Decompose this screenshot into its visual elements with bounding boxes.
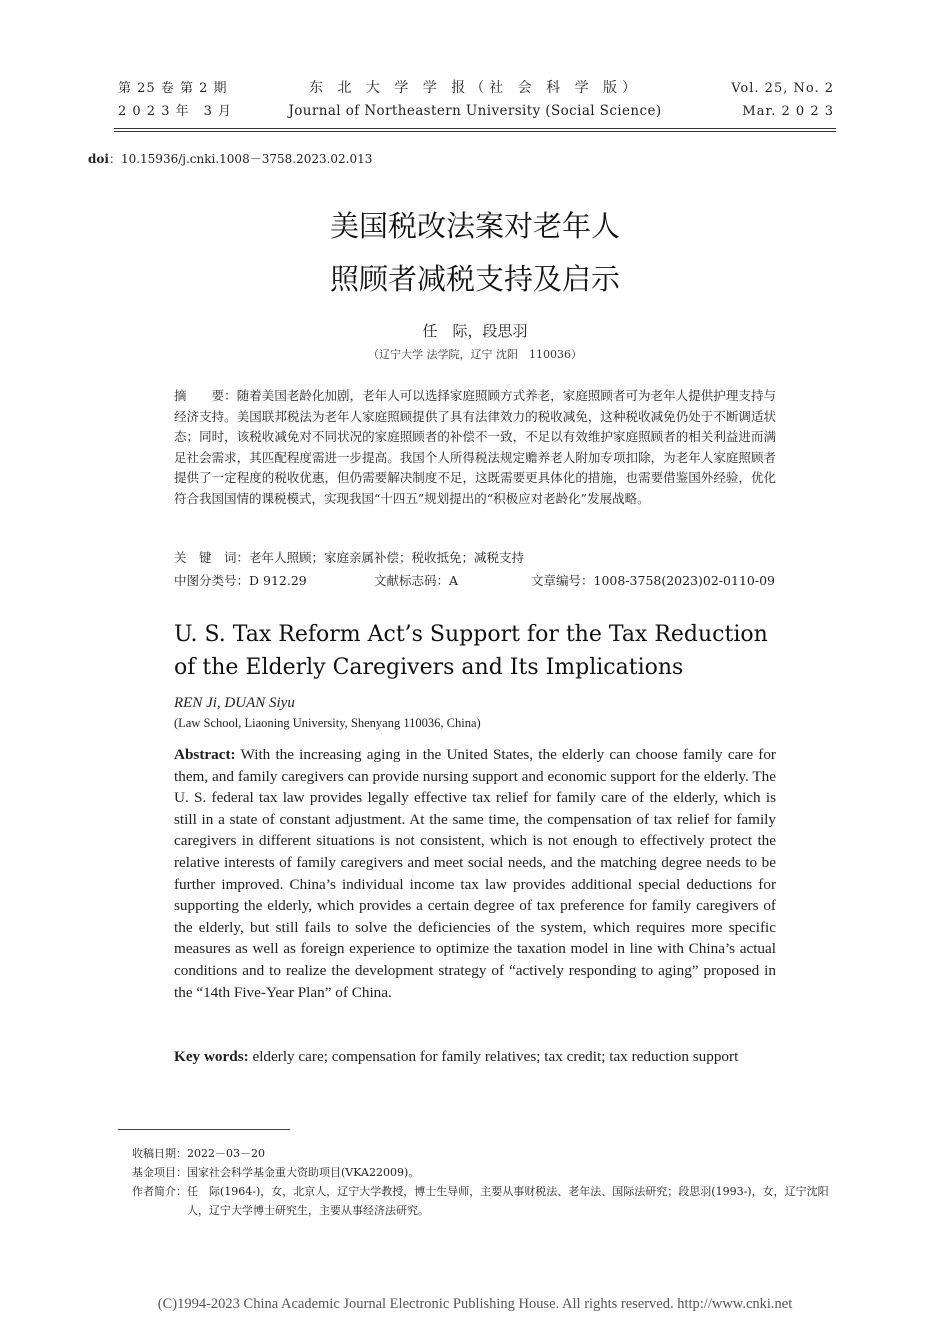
doi-value: ：10.15936/j.cnki.1008－3758.2023.02.013 xyxy=(108,152,373,166)
keywords-en-text: elderly care; compensation for family relatives; tax credit; tax reduction support xyxy=(248,1048,739,1065)
keywords-en-label: Key words: xyxy=(174,1048,249,1065)
affiliation-cn: （辽宁大学 法学院，辽宁 沈阳 110036） xyxy=(368,348,582,361)
authors-en: REN Ji, DUAN Siyu xyxy=(174,695,295,711)
copyright-notice: (C)1994-2023 China Academic Journal Electronic Publishing House. All rights reserved. http://www.cnki.net xyxy=(157,1296,793,1312)
abstract-cn xyxy=(174,386,776,509)
author-bio xyxy=(132,1183,844,1220)
abstract-cn-text: 随着美国老龄化加剧，老年人可以选择家庭照顾方式养老，家庭照顾者可为老年人提供护理支持与经济支持。美国联邦税法为老年人家庭照顾提供了具有法律效力的税收减免，这种税收减免仍处于不断调适状态；同时，该税收减免对不同状况的家庭照顾者的补偿不一致，不足以有效维护家庭照顾者的相关利益进而满足社会需求，其匹配程度需进一步提高。我国个人所得税法规定赡养老人附加专项扣除，为老年人家庭照顾者提供了一定程度的税收优惠，但仍需要解决制度不足，这既需要更具体化的措施，也需要借鉴国外经验，优化符合我国国情的课税模式，实现我国“十四五”规划提出的“积极应对老龄化”发展战略。 xyxy=(174,388,776,506)
footnote-rule xyxy=(118,1129,290,1130)
title-en-line2: of the Elderly Caregivers and Its Implications xyxy=(174,655,684,680)
doi xyxy=(88,150,372,167)
author-bio-text: 任 际(1964-)，女，北京人，辽宁大学教授，博士生导师，主要从事财税法、老年法、国际法研究；段思羽(1993-)，女，辽宁沈阳人，辽宁大学博士研究生，主要从事经济法研究。 xyxy=(187,1185,829,1217)
authors-cn: 任 际，段思羽 xyxy=(422,322,528,340)
title-cn xyxy=(120,206,830,299)
abstract-cn-label: 摘 要： xyxy=(174,388,237,403)
abstract-en-text: With the increasing aging in the United States, the elderly can choose family care for them, and family caregivers can provide nursing support and economic support for the elderly. The U. S. federal tax law provides legally effective tax relief for family care of the elderly, which is still in a state of constant adjustment. At the same time, the compensation of tax relief for family caregivers in different situations is not consistent, which is not enough to effectively protect the relative interests of family caregivers and meet social needs, and the matching degree needs to be further improved. China’s individual income tax law provides additional special deductions for supporting the elderly, which provides a certain degree of tax preference for family caregivers of the elderly, but still fails to solve the deficiencies of the system, which requires more specific measures as well as foreign experience to optimize the taxation model in line with China’s actual conditions and to realize the development strategy of “actively responding to aging” proposed in the “14th Five-Year Plan” of China. xyxy=(174,746,776,1001)
doi-label: doi xyxy=(88,152,109,166)
clc-number: 中图分类号：D 912.29 xyxy=(174,573,307,588)
volume-issue-en: Vol. 25, No. 2 xyxy=(731,81,834,96)
header-rule-thin xyxy=(114,131,836,132)
affiliation-en: (Law School, Liaoning University, Shenyang 110036, China) xyxy=(174,716,481,730)
keywords-en xyxy=(174,1046,776,1068)
keywords-cn-text: 老年人照顾；家庭亲属补偿；税收抵免；减税支持 xyxy=(249,550,525,565)
fund-project: 基金项目：国家社会科学基金重大资助项目(VKA22009)。 xyxy=(132,1166,420,1179)
keywords-cn xyxy=(174,548,524,568)
title-en-line1: U. S. Tax Reform Act’s Support for the Tax Reduction xyxy=(174,622,768,647)
article-number: 文章编号：1008-3758(2023)02-0110-09 xyxy=(531,573,775,588)
date-cn: 2 0 2 3 年 3 月 xyxy=(118,104,233,119)
author-bio-label: 作者简介： xyxy=(132,1185,187,1198)
document-code: 文献标志码：A xyxy=(374,573,459,588)
date-en: Mar. 2 0 2 3 xyxy=(742,104,834,119)
title-cn-line1: 美国税改法案对老年人 xyxy=(329,209,620,243)
abstract-en xyxy=(174,744,776,1003)
journal-title-en: Journal of Northeastern University (Social Science) xyxy=(288,103,662,119)
header-rule xyxy=(114,128,836,129)
title-cn-line2: 照顾者减税支持及启示 xyxy=(329,262,620,296)
keywords-cn-label: 关 键 词： xyxy=(174,550,250,565)
journal-title-cn: 东 北 大 学 学 报（社 会 科 学 版） xyxy=(308,80,642,96)
received-date: 收稿日期：2022－03－20 xyxy=(132,1147,265,1160)
title-en xyxy=(174,618,814,684)
volume-issue-cn: 第 25 卷 第 2 期 xyxy=(118,81,228,96)
abstract-en-label: Abstract: xyxy=(174,746,236,763)
